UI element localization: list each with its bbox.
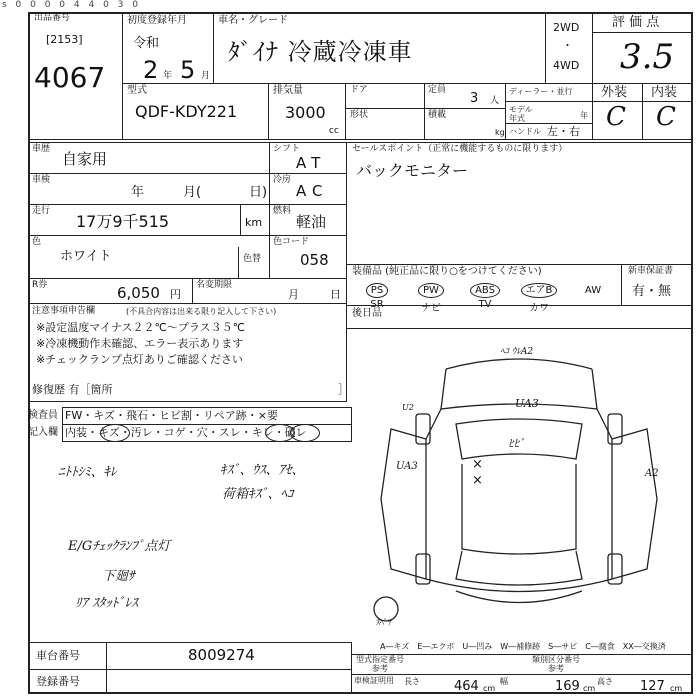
mileage-unit: km — [245, 216, 263, 229]
ext-value: C — [606, 102, 626, 132]
repair-history: 修復歴 有［箇所 — [32, 383, 113, 396]
afterparts-box — [346, 305, 693, 329]
tax-unit: 円 — [170, 288, 181, 301]
equipment-bottom: SR — [370, 299, 384, 310]
score-divider — [592, 32, 693, 33]
wheel-fl-shape — [416, 414, 430, 444]
height-unit: cm — [670, 684, 683, 693]
hand-note-2: ｷｽﾞ、ｳｽ、ｱｾ、 — [220, 463, 305, 478]
rear-bumper-shape — [456, 591, 582, 603]
diag-mark-9: ｽﾍﾟｱ — [376, 618, 392, 627]
ac-value: AC — [296, 182, 329, 200]
warranty-value: 有・無 — [632, 284, 672, 299]
spec-split — [351, 674, 693, 675]
equipment-top: AW — [584, 285, 602, 296]
chassis-value: 8009274 — [188, 646, 255, 664]
usage-value: 自家用 — [62, 150, 108, 168]
warranty-label: 新車保証書 — [628, 266, 674, 276]
drive-4wd: 4WD — [553, 59, 580, 72]
equipment-top: PS — [366, 283, 388, 298]
reg-month: 5 — [180, 56, 196, 84]
diag-mark-6: × — [472, 457, 483, 472]
equipment-top: エアB — [521, 283, 558, 298]
color-change-label: 色替 — [243, 254, 262, 264]
equipment-bottom: カワ — [529, 303, 549, 314]
int-value: C — [656, 102, 676, 132]
diag-mark-5: UA3 — [396, 461, 418, 472]
ext-label: 外装 — [601, 85, 628, 100]
diag-mark-2: U2 — [402, 403, 414, 412]
handle-value: 左・右 — [547, 125, 580, 138]
diag-mark-7: × — [472, 473, 483, 488]
spec-label-1: 型式指定番号 — [356, 655, 404, 664]
door-split — [345, 108, 425, 109]
notes-label: 注意事項申告欄 — [32, 306, 96, 316]
equipment-bottom: ナビ — [421, 303, 441, 314]
tax-label: R券 — [32, 280, 48, 290]
hand-note-6: ﾘｱ ｽﾀｯﾄﾞﾚｽ — [75, 596, 138, 611]
car-label: 車名・グレード — [218, 15, 288, 26]
repair-end: ］ — [338, 383, 349, 396]
reg-year: 2 — [143, 56, 159, 84]
door-label: ドア — [350, 85, 368, 95]
dealer-split2 — [505, 123, 593, 124]
lot-number: 4067 — [34, 61, 106, 94]
tax-box — [28, 278, 193, 304]
height-value: 127 — [640, 679, 665, 694]
notes-sublabel: (不具合内容は出来る限り記入して下さい) — [126, 307, 277, 316]
disp-unit: cc — [329, 126, 339, 136]
colorcode-value: 058 — [300, 251, 329, 269]
usage-label: 車歴 — [32, 144, 51, 154]
inspector-row-2-text: 内装・キズ・汚レ・コゲ・穴・スレ・キレ・破レ — [65, 426, 307, 439]
mileage-split — [240, 204, 241, 236]
hand-note-1: ﾆﾄﾄｼﾐ、ｷﾚ — [58, 465, 117, 480]
top-strip: s 0 0 0 0 4 4 0 3 0 — [2, 0, 141, 10]
diag-mark-8: A2 — [645, 468, 659, 479]
color-label: 色 — [32, 237, 42, 247]
spec-sub-3: 車検証明用 — [354, 676, 394, 685]
insp-year: 年 — [131, 185, 145, 200]
spec-sub-2: 参考 — [548, 664, 564, 673]
diag-mark-3: UA3 — [515, 397, 539, 410]
left-side-shape — [381, 429, 426, 579]
reg-month-unit: 月 — [201, 71, 211, 81]
mark-circle-kizu — [100, 424, 130, 442]
height-label: 高さ — [597, 677, 613, 686]
equipment-item — [568, 278, 618, 298]
shift-value: AT — [296, 154, 327, 172]
insp-day: 日) — [249, 185, 268, 200]
shape-label: 形状 — [350, 110, 369, 120]
fuel-label: 燃料 — [273, 206, 292, 216]
salespoint-label: セールスポイント（正常に機能するものに限ります） — [352, 144, 568, 154]
car-diagram — [346, 329, 693, 641]
equipment-label: 装備品 (純正品に限り○をつけてください) — [352, 266, 542, 277]
shift-label: シフト — [273, 144, 301, 154]
insp-box — [28, 173, 270, 205]
spec-label-2: 類別区分番号 — [532, 655, 580, 664]
notes-line-1: ※設定温度マイナス２２℃〜プラス３５℃ — [36, 321, 245, 334]
model-label: 型式 — [127, 85, 147, 96]
int-label: 内装 — [651, 85, 678, 100]
length-value: 464 — [454, 679, 479, 694]
registration-label: 登録番号 — [36, 675, 80, 688]
mileage-value: 17万9千515 — [76, 212, 170, 231]
length-label: 長さ — [404, 677, 420, 686]
wheel-fr-shape — [608, 414, 622, 444]
model-value: QDF-KDY221 — [135, 102, 238, 121]
notes-line-2: ※冷凍機動作未確認、エラー表示あります — [36, 337, 244, 350]
inspector-row-1-text: FW・キズ・飛石・ヒビ割・リペア跡・×要 — [65, 409, 278, 422]
tax-value: 6,050 — [117, 284, 160, 302]
lot-code: [2153] — [46, 33, 83, 46]
chassis-label: 車台番号 — [36, 649, 80, 662]
cap-value: 3 — [470, 91, 479, 106]
mark-circle-kire — [290, 424, 320, 442]
reg-era: 令和 — [133, 36, 160, 51]
score-value: 3.5 — [620, 37, 675, 77]
diag-mark-4: ﾋﾋﾞ — [508, 437, 525, 450]
drive-dot: ・ — [562, 39, 573, 52]
namechange-day: 日 — [330, 288, 341, 301]
load-unit: kg — [495, 128, 505, 137]
mileage-label: 走行 — [32, 206, 51, 216]
length-unit: cm — [483, 684, 496, 693]
namechange-label: 名変期限 — [196, 280, 233, 290]
lot-label: 出品番号 — [34, 13, 71, 23]
dealer-split1 — [505, 101, 593, 102]
width-value: 169 — [555, 679, 580, 694]
insp-label: 車検 — [32, 175, 51, 185]
drive-2wd: 2WD — [553, 21, 580, 34]
car-name: ﾀﾞｲﾅ 冷蔵冷凍車 — [228, 38, 413, 66]
front-bumper-shape — [446, 359, 592, 369]
spec-sub-1: 参考 — [372, 664, 388, 673]
right-side-shape — [612, 429, 657, 579]
notes-line-3: ※チェックランプ点灯ありご確認ください — [36, 353, 243, 366]
color-value: ホワイト — [60, 249, 112, 264]
reg-label: 初度登録年月 — [127, 15, 187, 26]
hand-note-4: E/Gﾁｪｯｸﾗﾝﾌﾟ点灯 — [68, 539, 171, 554]
model-year-label: モデル年式 — [509, 105, 533, 123]
cap-label: 定員 — [428, 85, 447, 95]
reg-year-unit: 年 — [163, 71, 173, 81]
model-year-unit: 年 — [580, 111, 588, 120]
disp-label: 排気量 — [273, 85, 303, 96]
handle-label: ハンドル — [509, 127, 541, 136]
inspector-label-2: 記入欄 — [28, 427, 58, 438]
insp-month: 月( — [183, 185, 202, 200]
width-label: 幅 — [500, 677, 508, 686]
diag-mark-1: ﾍｺ ｳﾚA2 — [500, 347, 534, 357]
afterparts-label: 後日品 — [352, 308, 382, 319]
dealer-label: ディーラー・並行 — [509, 87, 573, 96]
rear-window-shape — [456, 551, 582, 585]
cap-unit: 人 — [490, 96, 500, 106]
fuel-value: 軽油 — [296, 213, 327, 231]
equipment-top: PW — [418, 283, 444, 298]
salespoint-value: バックモニター — [356, 161, 469, 180]
damage-legend: A―キズ E―エクボ U―凹み W―補修跡 S―サビ C―腐食 XX―交換済 — [380, 642, 666, 651]
hand-note-3: 荷箱ｷｽﾞ、ﾍｺ — [222, 487, 294, 502]
cap-split — [424, 108, 506, 109]
ac-label: 冷房 — [273, 175, 292, 185]
hand-note-5: 下廻ｻ — [102, 569, 135, 584]
width-unit: cm — [583, 684, 596, 693]
colorcode-label: 色コード — [273, 237, 310, 247]
namechange-month: 月 — [288, 288, 299, 301]
load-label: 積載 — [428, 110, 447, 120]
color-split — [238, 247, 239, 279]
equipment-top: ABS — [470, 283, 500, 298]
inspector-label-1: 検査員 — [28, 410, 58, 421]
score-label: 評 価 点 — [612, 15, 660, 30]
equipment-bottom: TV — [478, 299, 492, 310]
disp-value: 3000 — [285, 103, 326, 122]
